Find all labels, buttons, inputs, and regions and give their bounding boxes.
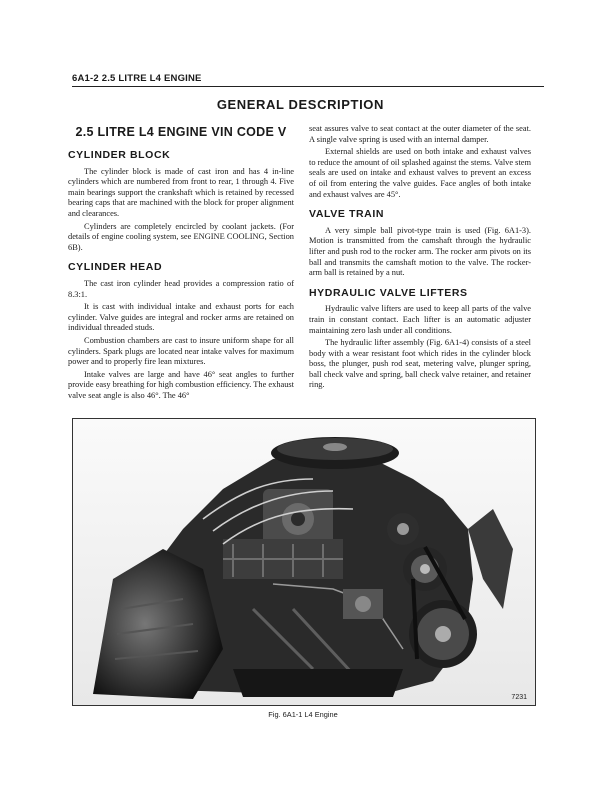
hydraulic-lifters-paragraph-2: The hydraulic lifter assembly (Fig. 6A1-4) consists of a steel body with a wear resistant foot which rides in the cylinder block boss, the plunger, push rod seat, metering valve, plunger spring, ball check valve and spring, ball check valve retainer, and retainer ring. [309,338,531,390]
engine-figure [72,418,536,706]
valve-train-heading: VALVE TRAIN [309,208,385,221]
cylinder-block-paragraph-1: The cylinder block is made of cast iron and has 4 in-line cylinders which are numbered from front to rear, 1 through 4. Five main bearings support the crankshaft which is retained by recessed bearing caps that are machined with the block for proper alignment and clearances. [68,166,294,218]
page-header: 6A1-2 2.5 LITRE L4 ENGINE [72,73,202,84]
document-title: 2.5 LITRE L4 ENGINE VIN CODE V [75,125,287,139]
header-rule [72,86,544,87]
continuation-paragraph-1: seat assures valve to seat contact at the outer diameter of the seat. A single valve spring is used with an internal damper. [309,124,531,144]
cylinder-head-paragraph-4: Intake valves are large and have 46° seat angles to further provide easy breathing for high combustion efficiency. The exhaust valve seat angle is also 46°. The 46° [68,369,294,400]
right-column [309,124,531,393]
figure-caption: Fig. 6A1-1 L4 Engine [268,710,338,719]
cylinder-block-paragraph-2: Cylinders are completely encircled by coolant jackets. (For details of engine cooling system, see ENGINE COOLING, Section 6B). [68,221,294,252]
cylinder-head-paragraph-2: It is cast with individual intake and exhaust ports for each cylinder. Valve guides are integral and rocker arms are retained on individual threaded studs. [68,302,294,333]
continuation-paragraph-2: External shields are used on both intake and exhaust valves to reduce the amount of oil splashed against the stems. Valve stem seals are used on intake and exhaust valves to prevent an excess of oil from entering the valve guides. Face angles of both intake and exhaust valves are 45°. [309,147,531,199]
cylinder-head-paragraph-3: Combustion chambers are cast to insure uniform shape for all cylinders. Spark plugs are located near intake valves for maximum power and to properly fire lean mixtures. [68,335,294,367]
hydraulic-valve-lifters-heading: HYDRAULIC VALVE LIFTERS [309,286,468,299]
valve-train-paragraph-1: A very simple ball pivot-type train is used (Fig. 6A1-3). Motion is transmitted from the camshaft through the hydraulic lifter and push rod to the rocker arm. The rocker arm pivots on its ball and transmits the camshaft motion to the valve. The rocker-arm ball is retained by a nut. [309,225,531,278]
cylinder-head-paragraph-1: The cast iron cylinder head provides a compression ratio of 8.3:1. [68,278,294,299]
left-column [68,124,294,403]
section-title: GENERAL DESCRIPTION [216,97,384,112]
figure-number: 7231 [511,694,527,701]
cylinder-head-heading: CYLINDER HEAD [68,261,163,274]
cylinder-block-heading: CYLINDER BLOCK [68,149,171,161]
hydraulic-lifters-paragraph-1: Hydraulic valve lifters are used to keep all parts of the valve train in constant contact. Each lifter is an automatic adjuster maintaining zero lash under all conditions. [309,304,531,335]
engine-photo [73,419,535,705]
